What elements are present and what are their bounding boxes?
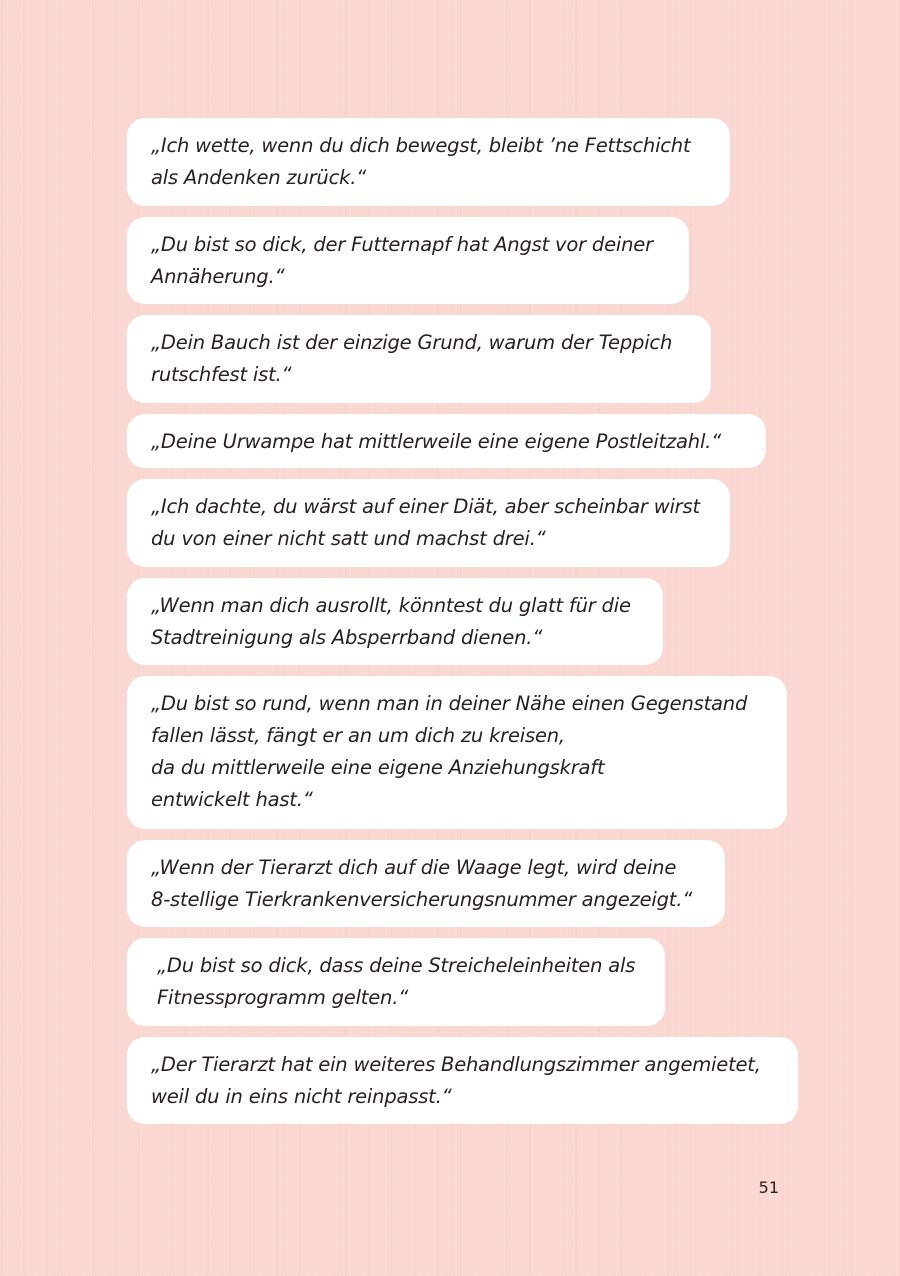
quote-bubble: „Der Tierarzt hat ein weiteres Behandlungszimmer angemietet, weil du in eins nicht reinpasst.“ bbox=[127, 1037, 798, 1124]
quote-bubble: „Ich wette, wenn du dich bewegst, bleibt ’ne Fettschicht als Andenken zurück.“ bbox=[127, 118, 730, 206]
quote-bubble: „Du bist so dick, der Futternapf hat Angst vor deiner Annäherung.“ bbox=[127, 217, 689, 304]
quote-bubble: „Dein Bauch ist der einzige Grund, warum der Teppich rutschfest ist.“ bbox=[127, 315, 711, 403]
quote-bubble: „Wenn der Tierarzt dich auf die Waage legt, wird deine 8-stellige Tierkrankenversicherungsnummer angezeigt.“ bbox=[127, 840, 725, 927]
quote-bubble: „Deine Urwampe hat mittlerweile eine eigene Postleitzahl.“ bbox=[127, 414, 766, 468]
quote-bubble: „Ich dachte, du wärst auf einer Diät, aber scheinbar wirst du von einer nicht satt und machst drei.“ bbox=[127, 479, 730, 567]
quote-bubble: „Du bist so rund, wenn man in deiner Nähe einen Gegenstand fallen lässt, fängt er an um dich zu kreisen, da du mittlerweile eine eigene Anziehungskraft entwickelt hast.“ bbox=[127, 676, 787, 829]
quote-bubble: „Du bist so dick, dass deine Streicheleinheiten als Fitnessprogramm gelten.“ bbox=[127, 938, 665, 1026]
quote-bubble: „Wenn man dich ausrollt, könntest du glatt für die Stadtreinigung als Absperrband dienen.“ bbox=[127, 578, 663, 665]
page-number: 51 bbox=[758, 1178, 779, 1197]
